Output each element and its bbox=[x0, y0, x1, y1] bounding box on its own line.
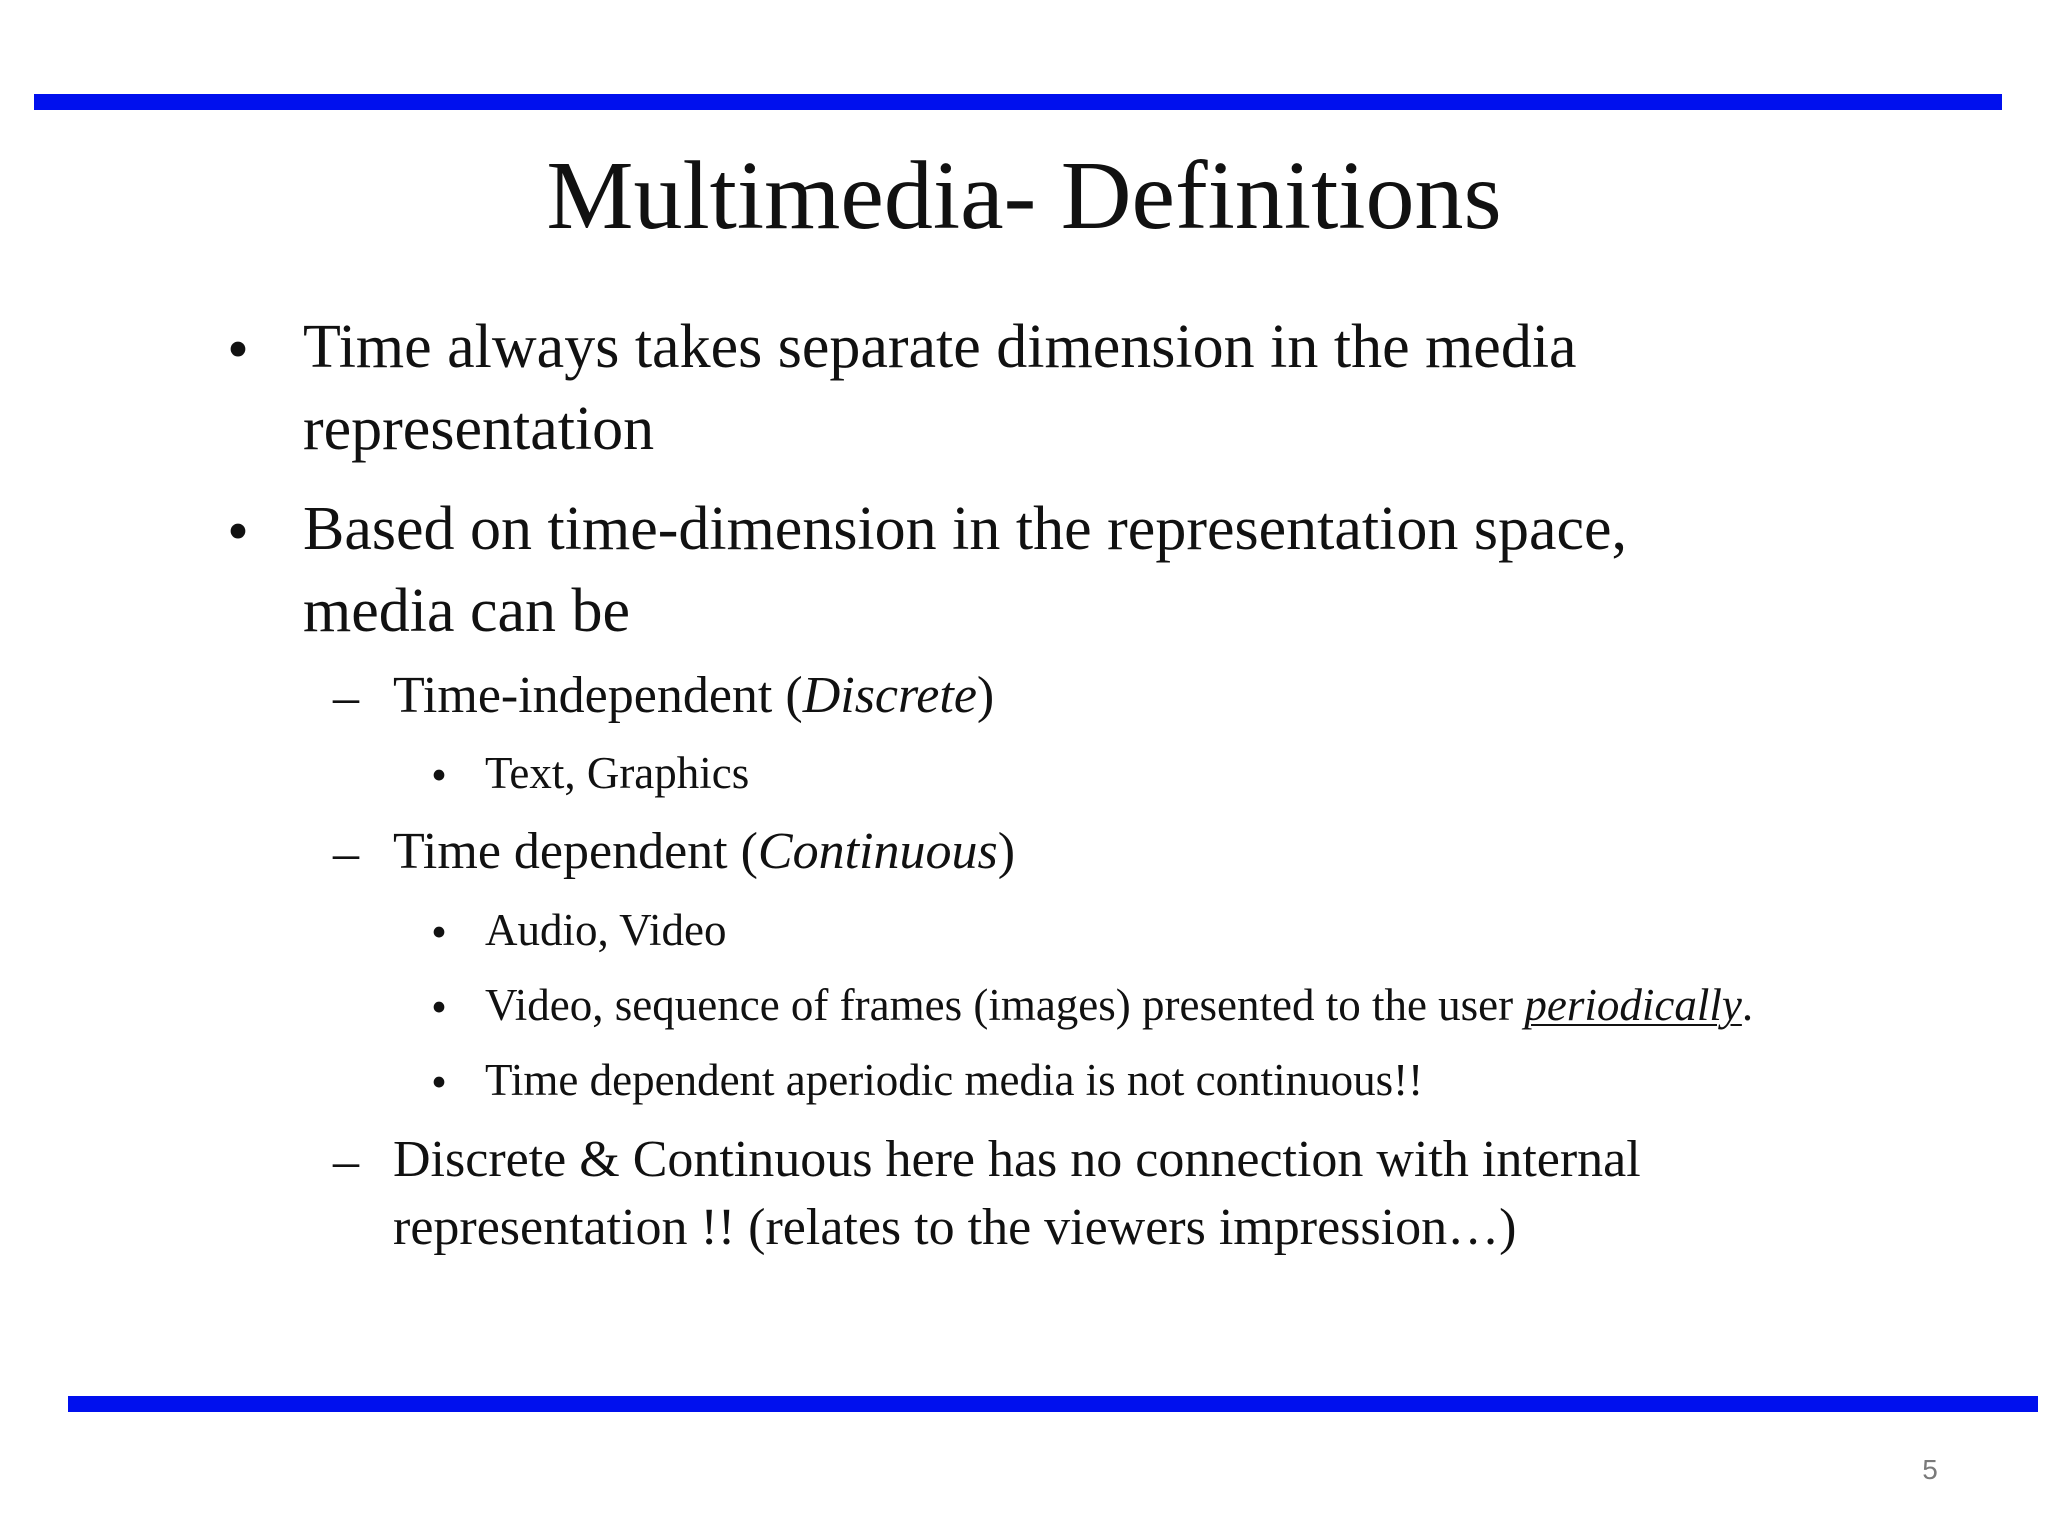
bottom-blue-rule bbox=[68, 1396, 2038, 1412]
dash-marker: – bbox=[333, 1133, 359, 1190]
sub-bullet-marker: • bbox=[431, 750, 447, 800]
top-blue-rule bbox=[34, 94, 2002, 110]
discrete-continuous-line-2: representation !! (relates to the viewers impression…) bbox=[393, 1199, 1517, 1256]
audio-video-item: Audio, Video bbox=[485, 905, 727, 955]
slide-title: Multimedia- Definitions bbox=[546, 142, 1502, 250]
sub-bullet-marker: • bbox=[431, 1057, 447, 1107]
sub-bullet-marker: • bbox=[431, 982, 447, 1032]
time-independent-item: Time-independent (Discrete) bbox=[393, 667, 995, 724]
bullet-1-line-2: representation bbox=[303, 395, 655, 463]
bullet-marker: • bbox=[227, 498, 249, 566]
sub-bullet-marker: • bbox=[431, 907, 447, 957]
video-sequence-item: Video, sequence of frames (images) presented to the user periodically. bbox=[485, 980, 1754, 1030]
bullet-1-line-1: Time always takes separate dimension in the media bbox=[303, 313, 1577, 381]
bullet-marker: • bbox=[227, 316, 249, 384]
aperiodic-item: Time dependent aperiodic media is not continuous!! bbox=[485, 1055, 1424, 1105]
page-number: 5 bbox=[1922, 1454, 1938, 1485]
text-graphics-item: Text, Graphics bbox=[485, 748, 750, 798]
bullet-2-line-1: Based on time-dimension in the representation space, bbox=[303, 495, 1628, 563]
dash-marker: – bbox=[333, 825, 359, 882]
time-dependent-item: Time dependent (Continuous) bbox=[393, 823, 1016, 880]
discrete-continuous-line-1: Discrete & Continuous here has no connection with internal bbox=[393, 1131, 1641, 1188]
dash-marker: – bbox=[333, 669, 359, 726]
bullet-2-line-2: media can be bbox=[303, 577, 631, 645]
